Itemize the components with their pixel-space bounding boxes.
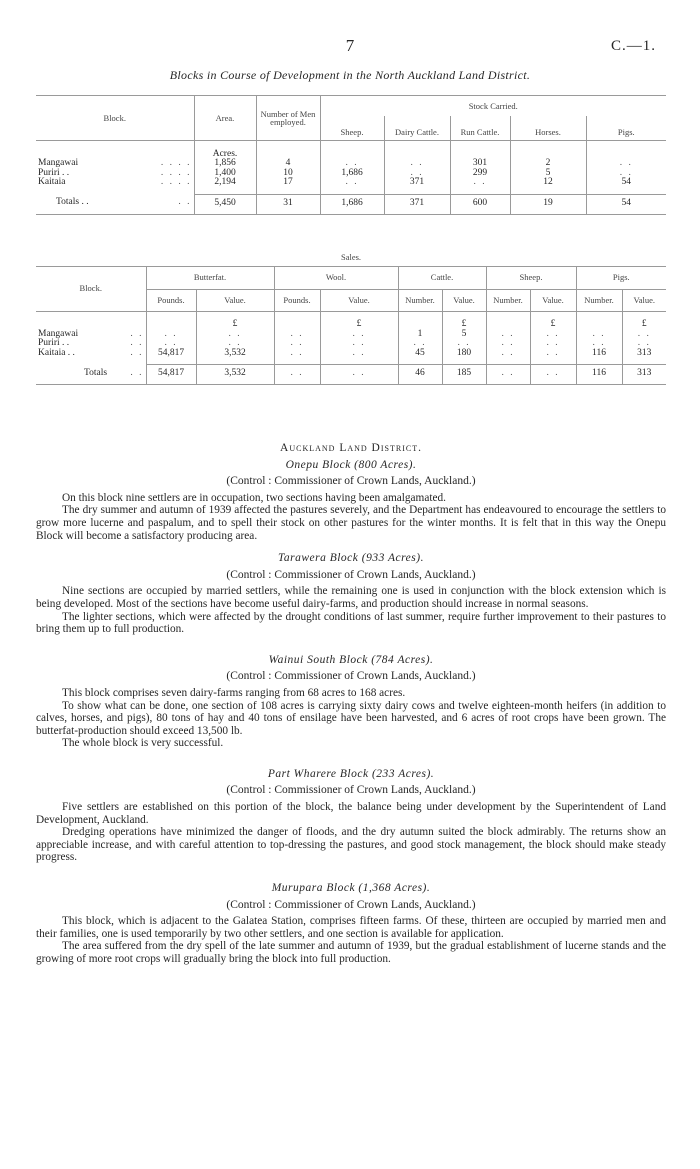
- col-header-stock-carried: Stock Carried.: [320, 96, 666, 117]
- currency-symbol: £: [442, 311, 486, 330]
- section-onepu: [36, 459, 666, 543]
- paragraph: Dredging operations have minimized the danger of floods, and the dry autumn suited the block admirably. The returns show an appreciable increase, and with careful attention to top-dressing the pastures, and good stock management, the block should make steady progress.: [36, 826, 666, 864]
- table-row: Kaitaia . . . . 2,194 17 . . 371 . . 12 54: [36, 178, 666, 188]
- sales-col-header-butterfat: Butterfat.: [146, 266, 274, 289]
- paragraph: To show what can be done, one section of 108 acres is carrying sixty dairy cows and twelve eighteen-month heifers (in addition to calves, horses, and pigs), 80 tons of hay and 40 tons of ensilage have been harvested, and 6 acres of root crops have been grown. The butterfat-production should exceed 13,500 lb.: [36, 699, 666, 737]
- paragraph: On this block nine settlers are in occupation, two sections having been amalgamated.: [62, 491, 446, 504]
- section-title: Tarawera Block (933 Acres).: [278, 552, 424, 565]
- sub-header-number: Number.: [398, 289, 442, 311]
- section-control: (Control : Commissioner of Crown Lands, Auckland.): [226, 784, 476, 797]
- section-title: Onepu Block (800 Acres).: [285, 458, 417, 471]
- section-control: (Control : Commissioner of Crown Lands, Auckland.): [226, 475, 476, 488]
- col-header-run-cattle: Run Cattle.: [450, 116, 510, 141]
- district-heading: Auckland Land District.: [280, 442, 422, 454]
- col-header-pigs: Pigs.: [586, 116, 666, 141]
- paragraph: This block comprises seven dairy-farms ranging from 68 acres to 168 acres.: [62, 686, 406, 699]
- col-header-sheep: Sheep.: [320, 116, 384, 141]
- table-row: Puriri . . . . . . . . . . . . . . . . . . . . . . . .: [36, 339, 666, 349]
- sub-header-pounds: Pounds.: [274, 289, 320, 311]
- section-part-wharere: [36, 768, 666, 864]
- section-title: Murupara Block (1,368 Acres).: [271, 882, 431, 895]
- report-body: [36, 442, 666, 966]
- col-header-block: Block.: [103, 112, 126, 123]
- currency-symbol: £: [622, 311, 666, 330]
- table-row: Mangawai . . . . 1,856 4 . . . . 301 2 . .: [36, 159, 666, 169]
- paragraph: The lighter sections, which were affected by the drought conditions of last summer, require further improvement to their pastures to bring them up to full production.: [36, 610, 666, 636]
- sub-header-value: Value.: [320, 289, 398, 311]
- currency-symbol: £: [320, 311, 398, 330]
- col-header-men-employed: Number of Men employed.: [256, 96, 320, 141]
- paragraph: Five settlers are established on this portion of the block, the balance being under development by the Superintendent of Land Development, Auckland.: [36, 801, 666, 826]
- sub-header-value: Value.: [196, 289, 274, 311]
- paragraph: The whole block is very successful.: [62, 737, 224, 750]
- section-wainui-south: [36, 654, 666, 750]
- sales-col-header-pigs: Pigs.: [576, 266, 666, 289]
- sales-col-header-cattle: Cattle.: [398, 266, 486, 289]
- currency-symbol: £: [530, 311, 576, 330]
- sub-header-number: Number.: [576, 289, 622, 311]
- sales-col-header-block: Block.: [79, 283, 102, 294]
- page-number: 7: [345, 36, 355, 55]
- sub-header-pounds: Pounds.: [146, 289, 196, 311]
- section-control: (Control : Commissioner of Crown Lands, Auckland.): [226, 898, 476, 911]
- area-unit: Acres.: [194, 141, 256, 160]
- sub-header-number: Number.: [486, 289, 530, 311]
- section-control: (Control : Commissioner of Crown Lands, Auckland.): [226, 670, 476, 683]
- col-header-dairy-cattle: Dairy Cattle.: [384, 116, 450, 141]
- table-row: Puriri . . . . . . 1,400 10 1,686 . . 299 5 . .: [36, 169, 666, 179]
- section-title: Wainui South Block (784 Acres).: [268, 653, 434, 666]
- sales-col-header-wool: Wool.: [274, 266, 398, 289]
- stock-table: [36, 95, 666, 215]
- totals-row: Totals . . . . 5,450 31 1,686 371 600 19 54: [36, 194, 666, 214]
- sales-col-header-sheep: Sheep.: [486, 266, 576, 289]
- section-title: Part Wharere Block (233 Acres).: [267, 767, 435, 780]
- table-row: Kaitaia . . . . 54,817 3,532 . . . . 45 180 . . . . 116 313: [36, 349, 666, 359]
- section-tarawera: [36, 552, 666, 636]
- col-header-area: Area.: [194, 96, 256, 141]
- section-control: (Control : Commissioner of Crown Lands, Auckland.): [226, 568, 476, 581]
- sub-header-value: Value.: [442, 289, 486, 311]
- sales-label: Sales.: [340, 252, 362, 262]
- sub-header-value: Value.: [530, 289, 576, 311]
- sub-header-value: Value.: [622, 289, 666, 311]
- totals-row: Totals . . 54,817 3,532 . . . . 46 185 . . . . 116 313: [36, 365, 666, 385]
- page-reference: C.—1.: [610, 38, 656, 54]
- sales-table: [36, 253, 666, 385]
- paragraph: This block, which is adjacent to the Galatea Station, comprises fifteen farms. Of these, thirteen are occupied by married men and their families, one is used temporarily by two other settlers, and one section is available for application.: [36, 915, 666, 940]
- paragraph: The dry summer and autumn of 1939 affected the pastures severely, and the Department has endeavoured to encourage the settlers to grow more lucerne and paspalum, and to spell their stock on other pastures for the winter months. It is felt that in this way the Onepu Block will become a satisfactory producing area.: [36, 504, 666, 542]
- section-murupara: [36, 882, 666, 966]
- currency-symbol: £: [196, 311, 274, 330]
- table-row: Mangawai . . . . . . . . . . 1 5 . . . . . . . .: [36, 330, 666, 340]
- paragraph: The area suffered from the dry spell of the late summer and autumn of 1939, but the gradual establishment of lucerne stands and the growing of more root crops will gradually bring the block into full production.: [36, 940, 666, 965]
- table-title: Blocks in Course of Development in the North Auckland Land District.: [169, 68, 531, 82]
- col-header-horses: Horses.: [510, 116, 586, 141]
- paragraph: Nine sections are occupied by married settlers, while the remaining one is used in conjunction with the block extension which is being developed. Most of the sections have become useful dairy-farms, and production should increase in normal seasons.: [36, 585, 666, 610]
